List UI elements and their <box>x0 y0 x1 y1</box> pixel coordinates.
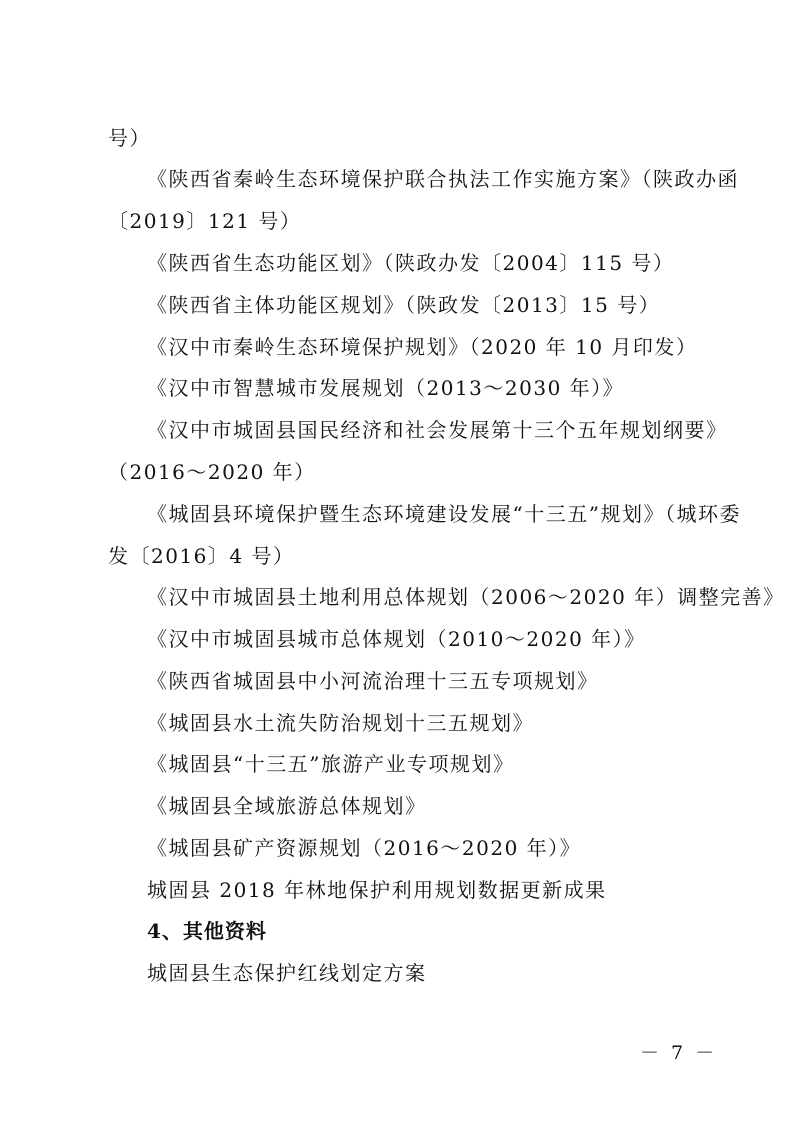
text-line-redline-scheme: 城固县生态保护红线划定方案 <box>147 961 427 985</box>
section-heading-other-materials: 4、其他资料 <box>147 919 267 943</box>
page-number: － 7 － <box>640 1042 718 1064</box>
text-line-five-year-plan: 《汉中市城固县国民经济和社会发展第十三个五年规划纲要》 <box>147 418 728 442</box>
text-line-smart-city-plan: 《汉中市智慧城市发展规划（2013～2030 年）》 <box>147 376 625 400</box>
text-line-environment-plan-number: 发〔2016〕4 号） <box>108 544 295 568</box>
text-line-city-master-plan: 《汉中市城固县城市总体规划（2010～2020 年）》 <box>147 627 646 651</box>
text-line-mineral-resource-plan: 《城固县矿产资源规划（2016～2020 年）》 <box>147 836 582 860</box>
text-line-qinling-enforcement: 《陕西省秦岭生态环境保护联合执法工作实施方案》（陕政办函 <box>147 167 739 191</box>
text-line-five-year-plan-period: （2016～2020 年） <box>108 460 316 484</box>
text-line-global-tourism-plan: 《城固县全域旅游总体规划》 <box>147 794 427 818</box>
text-line-land-use-plan: 《汉中市城固县土地利用总体规划（2006～2020 年）调整完善》 <box>147 585 785 609</box>
text-line-continuation: 号） <box>108 126 151 150</box>
text-line-environment-plan: 《城固县环境保护暨生态环境建设发展“十三五”规划》（城环委 <box>147 502 741 526</box>
text-line-soil-erosion-plan: 《城固县水土流失防治规划十三五规划》 <box>147 711 534 735</box>
text-line-qinling-enforcement-number: 〔2019〕121 号） <box>108 209 302 233</box>
text-line-forest-land-data: 城固县 2018 年林地保护利用规划数据更新成果 <box>147 878 607 902</box>
text-line-ecological-zoning: 《陕西省生态功能区划》（陕政办发〔2004〕115 号） <box>147 251 675 275</box>
text-line-hanzhong-qinling-plan: 《汉中市秦岭生态环境保护规划》（2020 年 10 月印发） <box>147 335 698 359</box>
text-line-main-function-zone: 《陕西省主体功能区规划》（陕政发〔2013〕15 号） <box>147 293 661 317</box>
text-line-tourism-industry-plan: 《城固县“十三五”旅游产业专项规划》 <box>147 752 515 776</box>
text-line-river-governance-plan: 《陕西省城固县中小河流治理十三五专项规划》 <box>147 669 599 693</box>
